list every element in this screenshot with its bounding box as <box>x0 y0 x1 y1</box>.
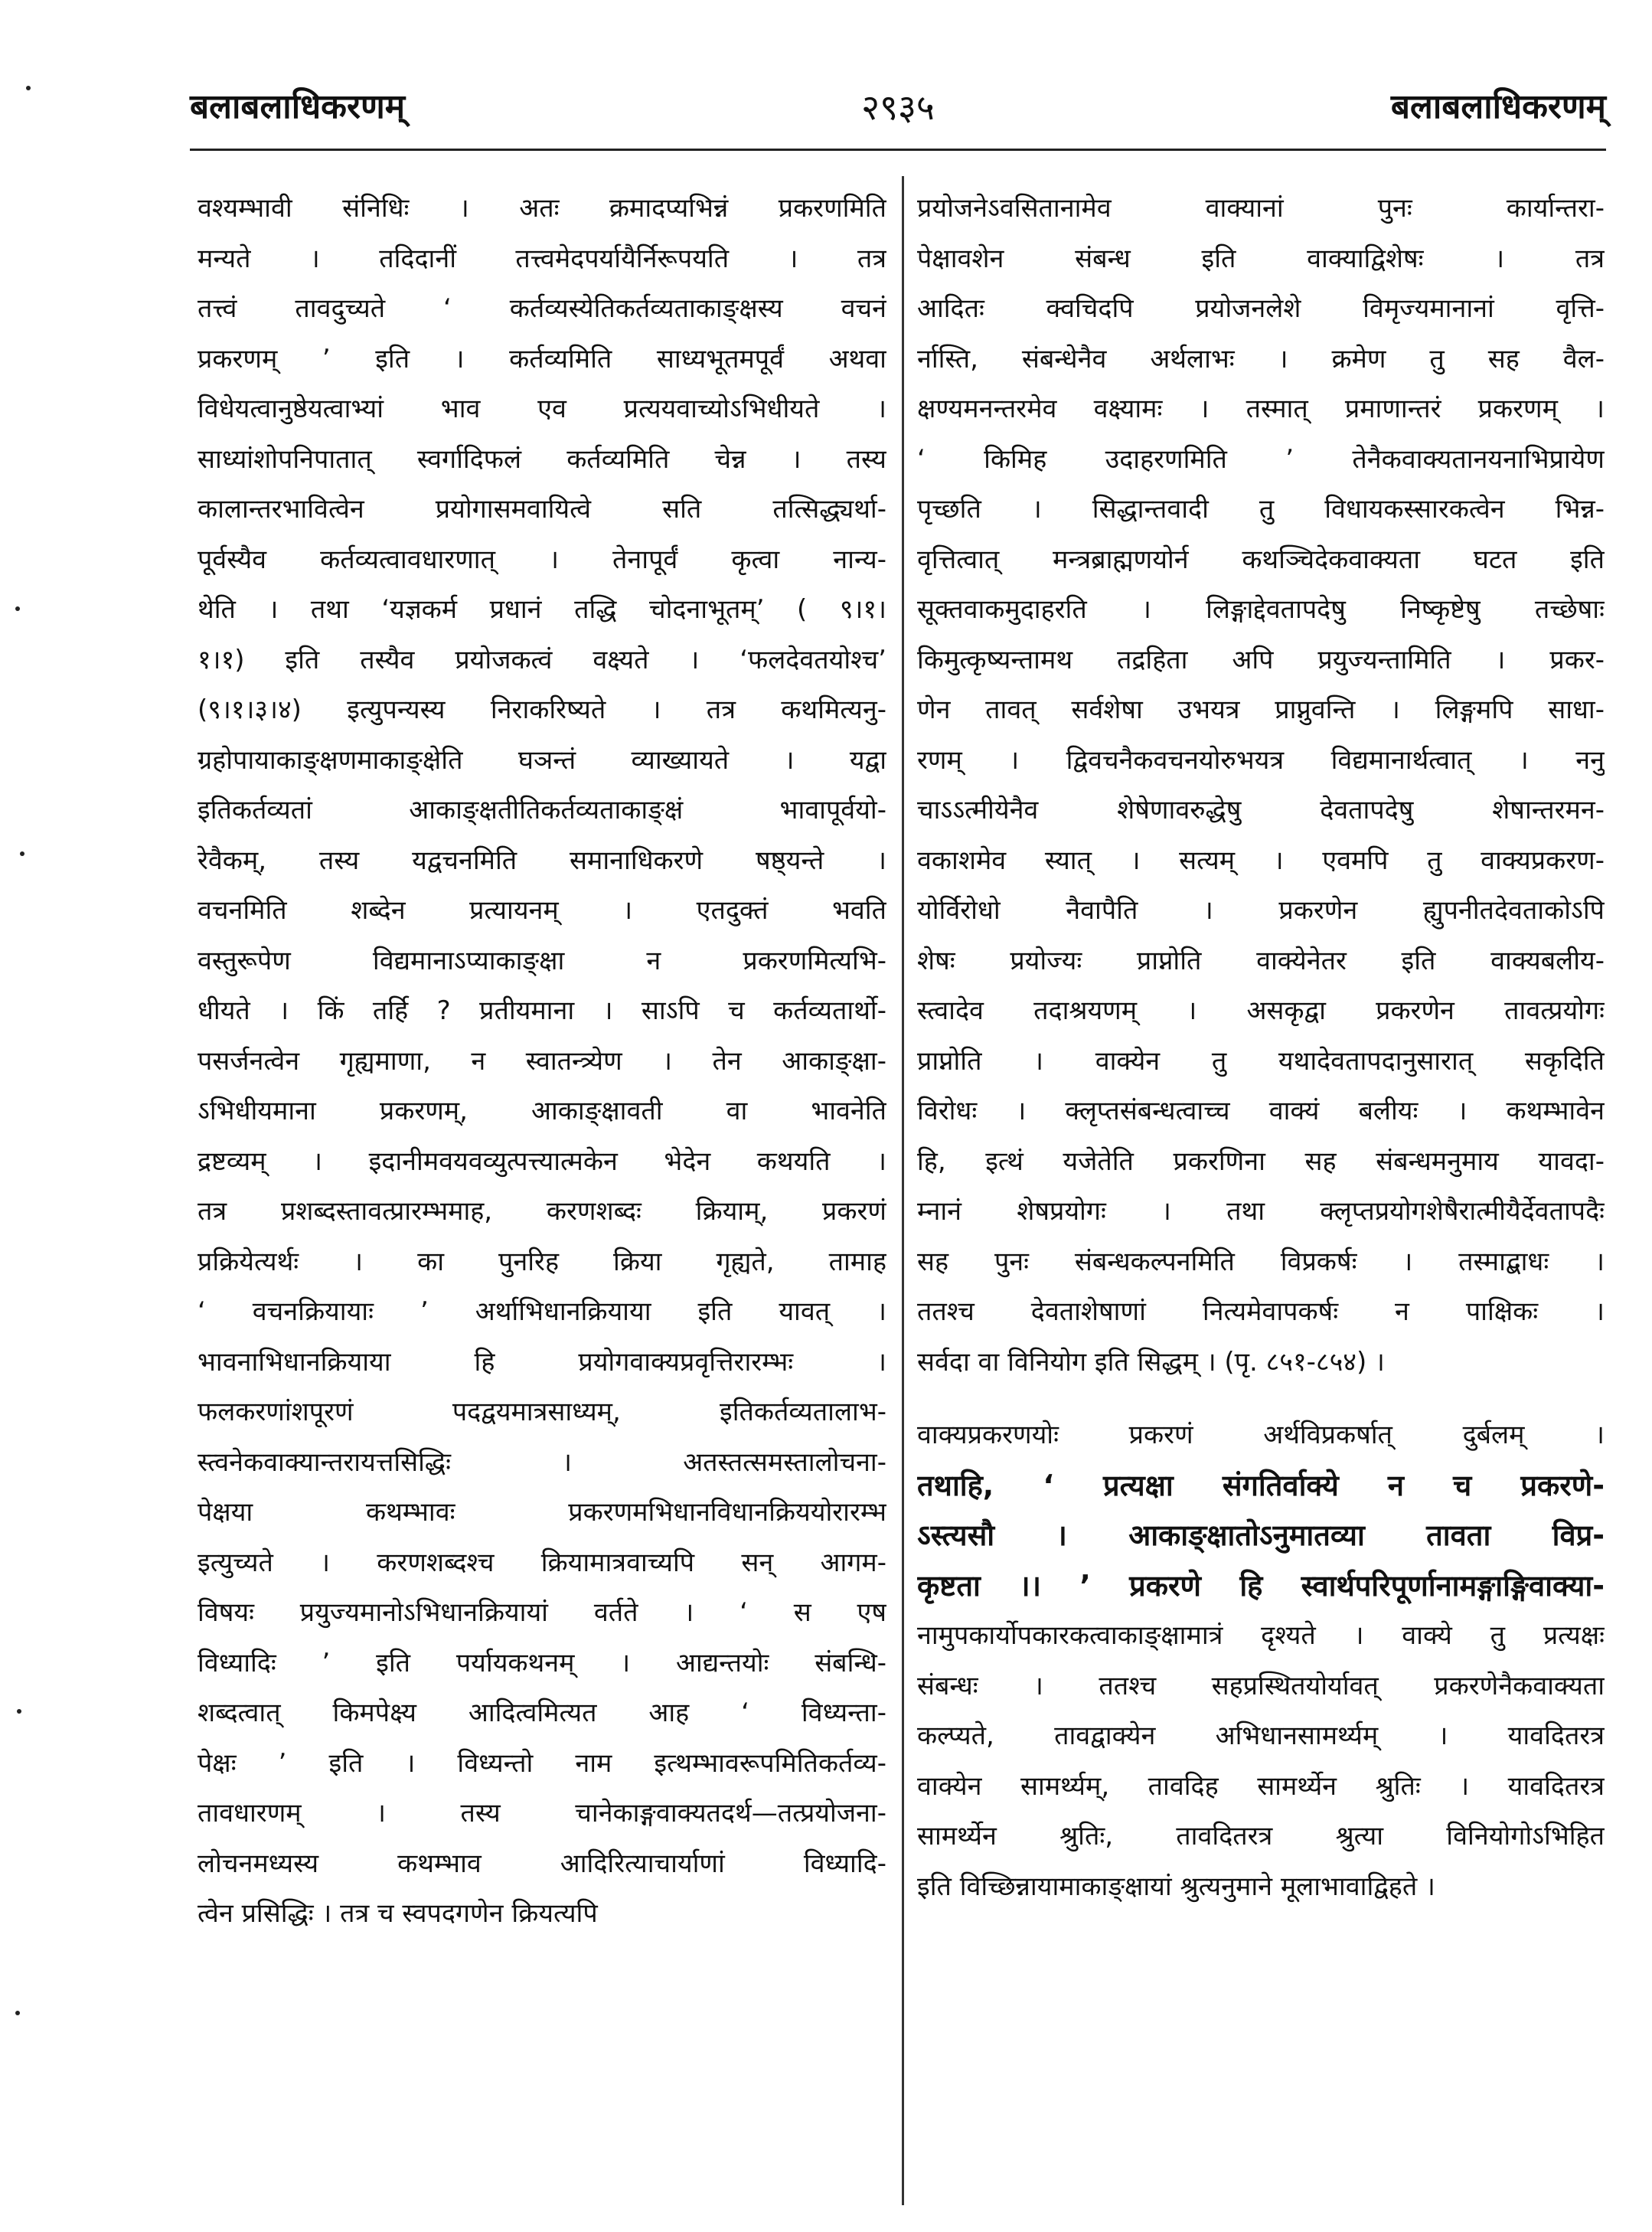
margin-mark <box>26 86 31 90</box>
text-line: मन्यते । तदिदानीं तत्त्वमेदपर्यायैर्निरूपयति । तत्र <box>198 243 886 274</box>
text-line: वश्यम्भावी संनिधिः । अतः क्रमादप्यभिन्नं प्रकरणमिति <box>198 193 886 224</box>
text-line: वृत्तित्वात् मन्त्रब्राह्मणयोर्न कथञ्चिदेकवाक्यता घटत इति <box>917 544 1605 575</box>
text-line: स्त्वनेकवाक्यान्तरायत्तसिद्धिः । अतस्तत्समस्तालोचना- <box>198 1446 886 1478</box>
text-line: ततश्च देवताशेषाणां नित्यमेवापकर्षः न पाक्षिकः । <box>917 1296 1605 1327</box>
page-number: २९३५ <box>861 87 935 128</box>
margin-mark <box>17 1709 21 1714</box>
text-line: धीयते । किं तर्हि ? प्रतीयमाना । साऽपि च कर्तव्यतार्थो- <box>198 995 886 1026</box>
text-line: सूक्तवाकमुदाहरति । लिङ्गाद्देवतापदेषु निष्कृष्टेषु तच्छेषाः <box>917 594 1605 625</box>
text-line: वचनमिति शब्देन प्रत्यायनम् । एतदुक्तं भवति <box>198 895 886 926</box>
text-line: भावनाभिधानक्रियाया हि प्रयोगवाक्यप्रवृत्तिरारम्भः । <box>198 1346 886 1377</box>
text-line: रेवैकम्, तस्य यद्वचनमिति समानाधिकरणे षष्ठ्यन्ते । <box>198 845 886 876</box>
text-line: प्रक्रियेत्यर्थः । का पुनरिह क्रिया गृह्यते, तामाह <box>198 1246 886 1277</box>
text-line: वस्तुरूपेण विद्यमानाऽप्याकाङ्क्षा न प्रकरणमित्यभि- <box>198 945 886 976</box>
margin-mark <box>20 851 24 856</box>
left-text-column <box>198 184 886 1940</box>
margin-mark <box>15 606 20 611</box>
text-line: साध्यांशोपनिपातात् स्वर्गादिफलं कर्तव्यमिति चेन्न । तस्य <box>198 443 886 475</box>
text-line: फलकरणांशपूरणं पदद्वयमात्रसाध्यम्, इतिकर्तव्यतालाभ- <box>198 1397 886 1427</box>
header-title-left: बलाबलाधिकरणम् <box>190 87 406 126</box>
text-line: १।१) इति तस्यैव प्रयोजकत्वं वक्ष्यते । ‘फलदेवतयोश्च’ <box>198 644 886 675</box>
text-line: किमुत्कृष्यन्तामथ तद्रहिता अपि प्रयुज्यन्तामिति । प्रकर- <box>917 644 1605 675</box>
text-line: वाक्येन सामर्थ्यम्, तावदिह सामर्थ्येन श्रुतिः । यावदितरत्र <box>917 1770 1605 1802</box>
margin-mark <box>15 2011 20 2015</box>
text-line: विरोधः । क्लृप्तसंबन्धत्वाच्च वाक्यं बलीयः । कथम्भावेन <box>917 1096 1605 1126</box>
text-line: क्षण्यमनन्तरमेव वक्ष्यामः । तस्मात् प्रमाणान्तरं प्रकरणम् । <box>917 394 1605 424</box>
text-line: पृच्छति । सिद्धान्तवादी तु विधायकस्सारकत्वेन भिन्न- <box>917 494 1605 525</box>
text-line: ‘ किमिह उदाहरणमिति ’ तेनैकवाक्यतानयनाभिप्रायेण <box>917 443 1605 475</box>
text-line: स्त्वादेव तदाश्रयणम् । असकृद्वा प्रकरणेन तावत्प्रयोगः <box>917 995 1605 1026</box>
text-line: सर्वदा वा विनियोग इति सिद्धम् । (पृ. ८५१-८५४) । <box>917 1346 1385 1377</box>
text-line: योर्विरोधो नैवापैति । प्रकरणेन ह्युपनीतदेवताकोऽपि <box>917 895 1605 926</box>
text-line: प्राप्नोति । वाक्येन तु यथादेवतापदानुसारात् सकृदिति <box>917 1045 1605 1077</box>
text-line: इति विच्छिन्नायामाकाङ्क्षायां श्रुत्यनुमाने मूलाभावाद्विहते । <box>917 1871 1435 1902</box>
text-line: शेषः प्रयोज्यः प्राप्नोति वाक्येनेतर इति वाक्यबलीय- <box>917 945 1605 976</box>
text-line: पेक्षया कथम्भावः प्रकरणमभिधानविधानक्रिययोरारम्भ <box>198 1497 886 1528</box>
text-line: विषयः प्रयुज्यमानोऽभिधानक्रियायां वर्तते । ‘ स एष <box>198 1597 886 1628</box>
text-line: हि, इत्थं यजेतेति प्रकरणिना सह संबन्धमनुमाय यावदा- <box>917 1145 1605 1177</box>
text-line: लोचनमध्यस्य कथम्भाव आदिरित्याचार्याणां विध्यादि- <box>198 1848 886 1879</box>
text-line: पूर्वस्यैव कर्तव्यत्वावधारणात् । तेनापूर्वं कृत्वा नान्य- <box>198 544 886 575</box>
text-line: सामर्थ्येन श्रुतिः, तावदितरत्र श्रुत्या विनियोगोऽभिहित <box>917 1821 1605 1851</box>
text-line: तथाहि, ‘ प्रत्यक्षा संगतिर्वाक्ये न च प्रकरणे- <box>917 1468 1605 1502</box>
text-line: सह पुनः संबन्धकल्पनमिति विप्रकर्षः । तस्माद्बाधः । <box>917 1246 1605 1277</box>
text-line: पेक्षावशेन संबन्ध इति वाक्याद्विशेषः । तत्र <box>917 243 1605 274</box>
text-line: वकाशमेव स्यात् । सत्यम् । एवमपि तु वाक्यप्रकरण- <box>917 845 1605 876</box>
header-title-right: बलाबलाधिकरणम् <box>1390 87 1606 126</box>
text-line: ‘ वचनक्रियायाः ’ अर्थाभिधानक्रियाया इति यावत् । <box>198 1296 886 1327</box>
column-divider <box>902 176 904 2205</box>
header-rule <box>190 149 1606 151</box>
text-line: शब्दत्वात् किमपेक्ष्य आदित्वमित्यत आह ‘ विध्यन्ता- <box>198 1698 886 1728</box>
text-line: (९।१।३।४) इत्युपन्यस्य निराकरिष्यते । तत्र कथमित्यनु- <box>198 694 886 725</box>
text-line: संबन्धः । ततश्च सहप्रस्थितयोर्यावत् प्रकरणेनैकवाक्यता <box>917 1670 1605 1701</box>
text-line: तत्त्वं तावदुच्यते ‘ कर्तव्यस्येतिकर्तव्यताकाङ्क्षस्य वचनं <box>198 293 886 324</box>
text-line: म्नानं शेषप्रयोगः । तथा क्लृप्तप्रयोगशेषैरात्मीयैर्देवतापदैः <box>917 1196 1605 1227</box>
text-line: विधेयत्वानुष्ठेयत्वाभ्यां भाव एव प्रत्ययवाच्योऽभिधीयते । <box>198 394 886 424</box>
text-line: कृष्टता ।। ’ प्रकरणे हि स्वार्थपरिपूर्णानामङ्गाङ्गिवाक्या- <box>917 1568 1605 1603</box>
running-header <box>190 77 1606 138</box>
text-line: नामुपकार्योपकारकत्वाकाङ्क्षामात्रं दृश्यते । वाक्ये तु प्रत्यक्षः <box>917 1620 1605 1651</box>
text-line: कालान्तरभावित्वेन प्रयोगासमवायित्वे सति तत्सिद्ध्यर्था- <box>198 494 886 525</box>
text-line: तावधारणम् । तस्य चानेकाङ्गवाक्यतदर्थ—तत्प्रयोजना- <box>198 1798 886 1828</box>
text-line: णेन तावत् सर्वशेषा उभयत्र प्राप्नुवन्ति । लिङ्गमपि साधा- <box>917 694 1605 725</box>
text-line: वाक्यप्रकरणयोः प्रकरणं अर्थविप्रकर्षात् दुर्बलम् । <box>917 1420 1605 1450</box>
text-line: थेति । तथा ‘यज्ञकर्म प्रधानं तद्धि चोदनाभूतम्’ ( ९।१। <box>198 594 886 625</box>
text-line: र्नास्ति, संबन्धेनैव अर्थलाभः । क्रमेण तु सह वैल- <box>917 343 1605 374</box>
text-line: विध्यादिः ’ इति पर्यायकथनम् । आद्यन्तयोः संबन्धि- <box>198 1647 886 1678</box>
text-line: ऽभिधीयमाना प्रकरणम्, आकाङ्क्षावती वा भावनेति <box>198 1096 886 1126</box>
text-line: ऽस्त्यसौ । आकाङ्क्षातोऽनुमातव्या तावता विप्र- <box>917 1518 1605 1552</box>
text-line: ग्रहोपायाकाङ्क्षणमाकाङ्क्षेति घञन्तं व्याख्यायते । यद्वा <box>198 744 886 776</box>
text-line: रणम् । द्विवचनैकवचनयोरुभयत्र विद्यमानार्थत्वात् । ननु <box>917 744 1605 776</box>
paragraph-gap <box>917 1387 1605 1410</box>
text-line: प्रयोजनेऽवसितानामेव वाक्यानां पुनः कार्यान्तरा- <box>917 193 1605 224</box>
text-line: आदितः क्वचिदपि प्रयोजनलेशे विमृज्यमानानां वृत्ति- <box>917 293 1605 324</box>
right-column-paragraph-2 <box>917 1410 1605 1912</box>
text-line: प्रकरणम् ’ इति । कर्तव्यमिति साध्यभूतमपूर्वं अथवा <box>198 343 886 374</box>
right-column-paragraph-1 <box>917 184 1605 1387</box>
text-line: त्वेन प्रसिद्धिः । तत्र च स्वपदगणेन क्रियत्यपि <box>198 1898 598 1929</box>
text-line: द्रष्टव्यम् । इदानीमवयवव्युत्पत्त्यात्मकेन भेदेन कथयति । <box>198 1145 886 1177</box>
text-line: चाऽऽत्मीयेनैव शेषेणावरुद्धेषु देवतापदेषु शेषान्तरमन- <box>917 795 1605 825</box>
text-line: इतिकर्तव्यतां आकाङ्क्षतीतिकर्तव्यताकाङ्क्षं भावापूर्वयो- <box>198 795 886 825</box>
text-line: इत्युच्यते । करणशब्दश्च क्रियामात्रवाच्यपि सन् आगम- <box>198 1547 886 1578</box>
text-line: पसर्जनत्वेन गृह्यमाणा, न स्वातन्त्र्येण । तेन आकाङ्क्षा- <box>198 1045 886 1077</box>
text-line: तत्र प्रशब्दस्तावत्प्रारम्भमाह, करणशब्दः क्रियाम्, प्रकरणं <box>198 1196 886 1227</box>
text-line: कल्प्यते, तावद्वाक्येन अभिधानसामर्थ्यम् । यावदितरत्र <box>917 1721 1605 1751</box>
text-line: पेक्षः ’ इति । विध्यन्तो नाम इत्थम्भावरूपमितिकर्तव्य- <box>198 1747 886 1779</box>
right-text-column <box>917 184 1605 1912</box>
